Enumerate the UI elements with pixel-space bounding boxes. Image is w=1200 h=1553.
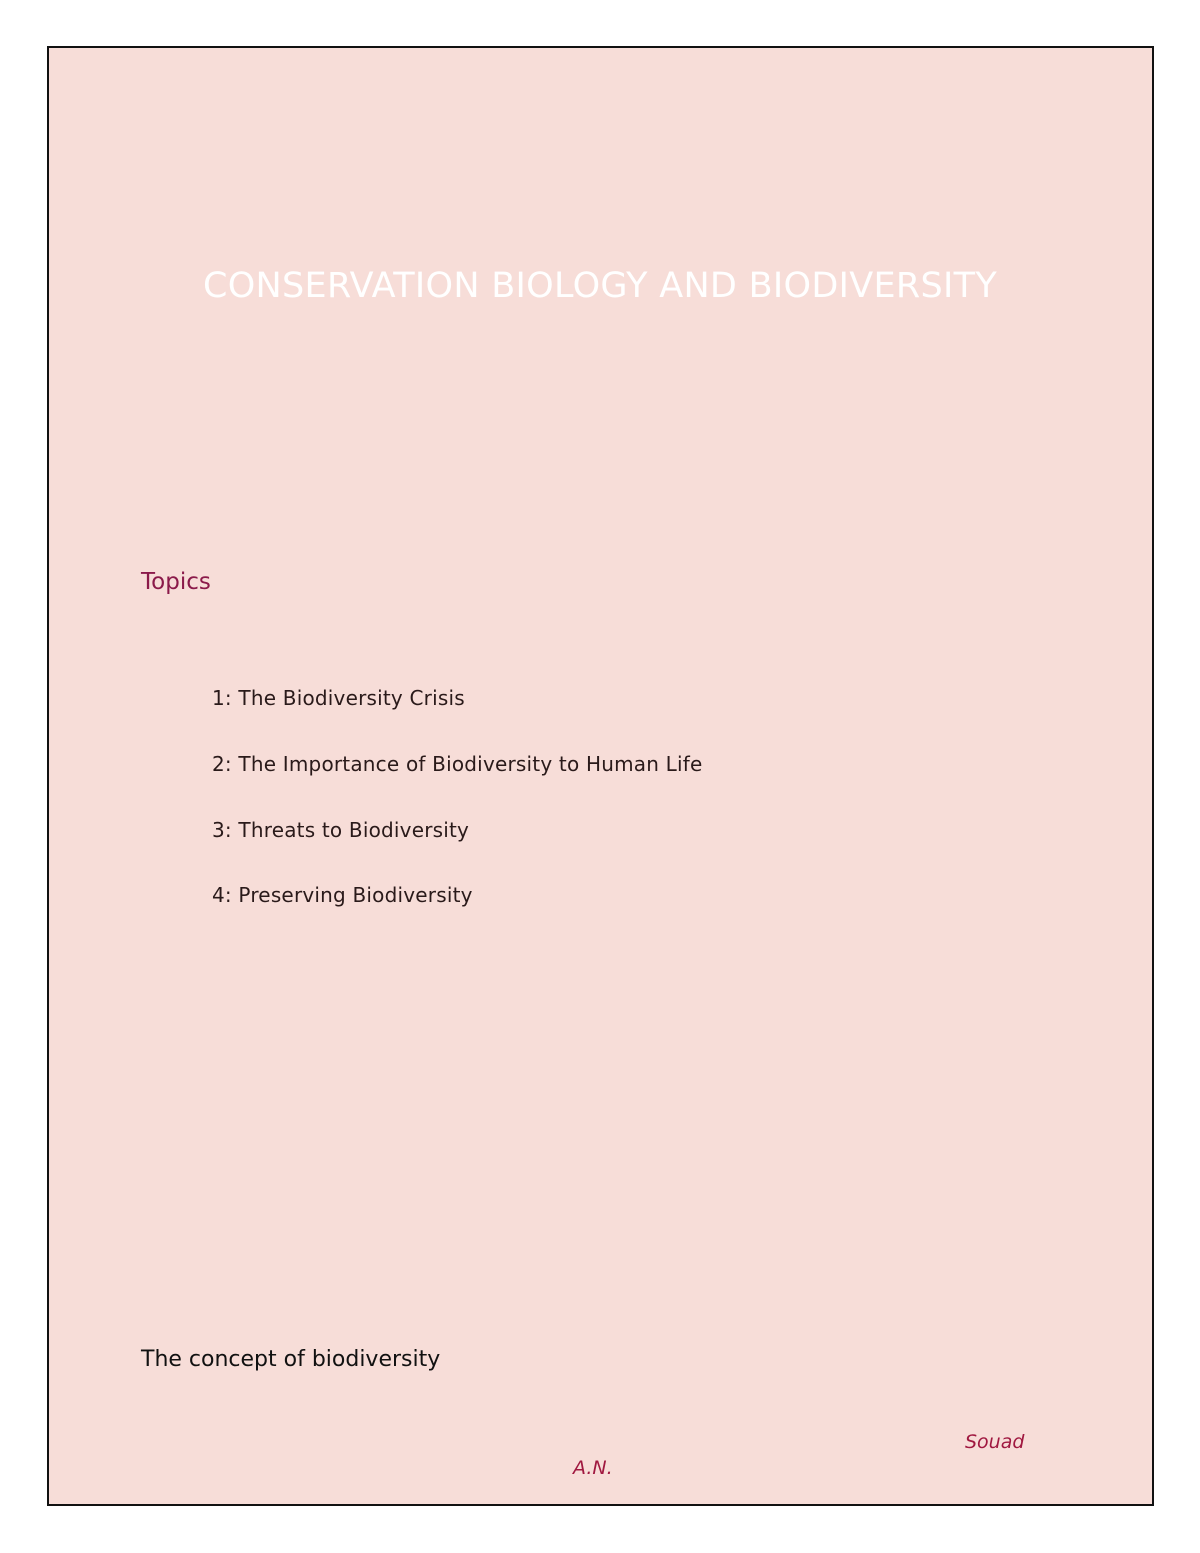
page-frame [47,46,1154,1506]
topic-item-4: 4: Preserving Biodiversity [212,883,473,907]
author-first-name: Souad [965,1431,1025,1453]
topic-item-1: 1: The Biodiversity Crisis [212,686,465,710]
topic-item-2: 2: The Importance of Biodiversity to Human Life [212,752,703,776]
author-initials: A.N. [573,1457,613,1479]
document-title: CONSERVATION BIOLOGY AND BIODIVERSITY [202,266,998,306]
topics-heading: Topics [141,569,211,595]
topic-item-3: 3: Threats to Biodiversity [212,818,470,842]
section-heading: The concept of biodiversity [141,1347,441,1372]
